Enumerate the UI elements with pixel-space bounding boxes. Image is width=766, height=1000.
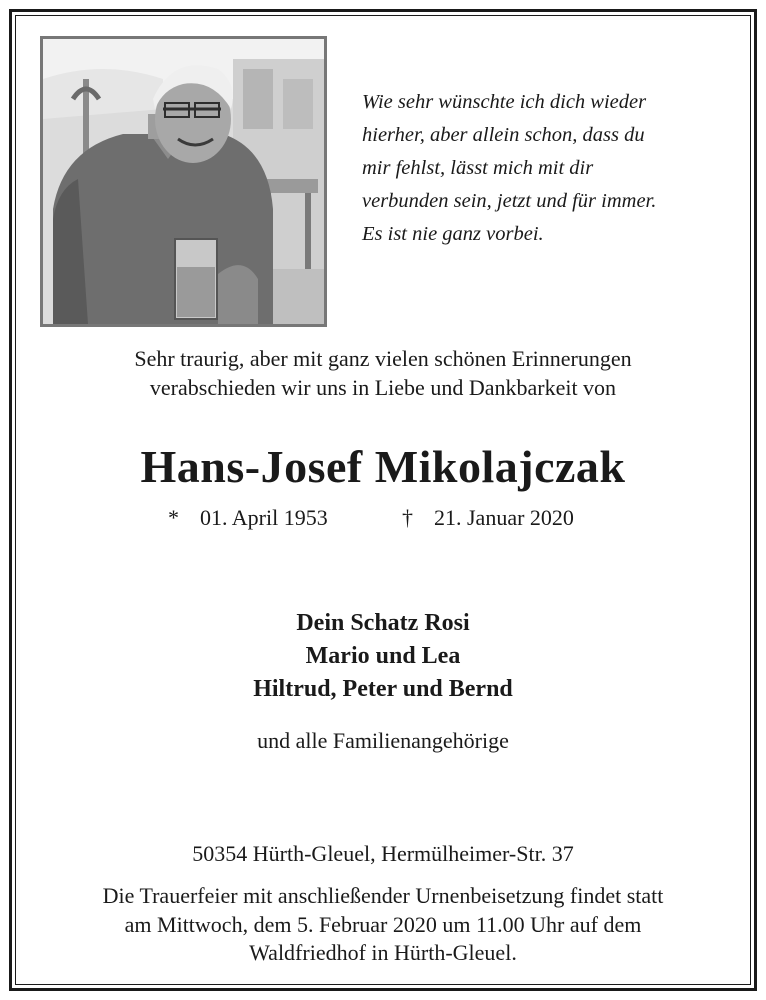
poem-line: mir fehlst, lässt mich mit dir	[362, 157, 594, 179]
family-line: Dein Schatz Rosi	[296, 610, 470, 636]
intro-text	[0, 344, 766, 402]
family-line: Mario und Lea	[305, 643, 461, 669]
poem-line: verbunden sein, jetzt und für immer.	[362, 190, 657, 212]
ceremony-line: am Mittwoch, dem 5. Februar 2020 um 11.00 Uhr auf dem	[124, 911, 642, 937]
death-date-line	[402, 505, 574, 531]
relatives-text: und alle Familienangehörige	[257, 728, 509, 753]
ceremony-line: Waldfriedhof in Hürth-Gleuel.	[249, 940, 517, 965]
intro-line: verabschieden wir uns in Liebe und Dankbarkeit von	[149, 375, 617, 400]
poem-line: hierher, aber allein schon, dass du	[362, 124, 645, 146]
family-line: Hiltrud, Peter und Bernd	[253, 676, 513, 702]
death-date: 21. Januar 2020	[434, 505, 574, 530]
poem-line: Es ist nie ganz vorbei.	[362, 223, 544, 245]
ceremony-line: Die Trauerfeier mit anschließender Urnenbeisetzung findet statt	[102, 883, 664, 908]
family-names	[0, 607, 766, 706]
deceased-name: Hans-Josef Mikolajczak	[140, 441, 626, 492]
address: 50354 Hürth-Gleuel, Hermülheimer-Str. 37	[192, 841, 574, 866]
birth-date-line	[168, 505, 328, 531]
intro-line: Sehr traurig, aber mit ganz vielen schönen Erinnerungen	[134, 346, 632, 371]
birth-date: 01. April 1953	[200, 505, 328, 530]
ceremony-info	[0, 882, 766, 968]
poem	[362, 86, 732, 251]
portrait-photo	[40, 36, 327, 327]
poem-line: Wie sehr wünschte ich dich wieder	[362, 91, 647, 113]
birth-star-icon: *	[168, 505, 179, 530]
death-cross-icon: †	[402, 505, 413, 530]
portrait-photo-icon	[43, 39, 324, 324]
